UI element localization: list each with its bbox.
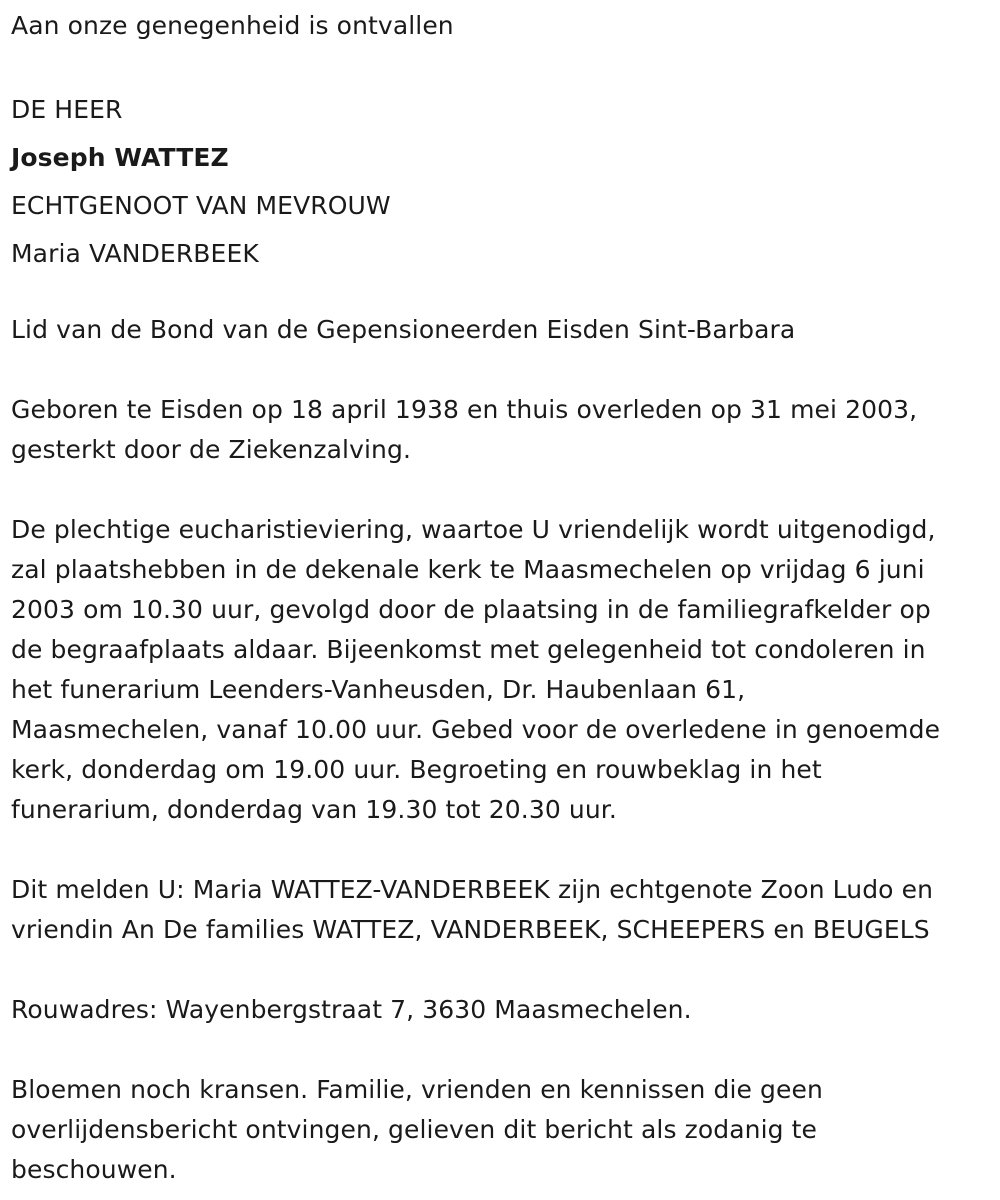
flowers-paragraph: [11, 1070, 823, 1190]
birth-death-paragraph: [11, 390, 917, 470]
paragraph-line: Bloemen noch kransen. Familie, vrienden en kennissen die geen: [11, 1075, 823, 1104]
deceased-header: [11, 86, 391, 278]
paragraph-line: 2003 om 10.30 uur, gevolgd door de plaatsing in de familiegrafkelder op: [11, 595, 931, 624]
deceased-name: Joseph WATTEZ: [11, 143, 229, 172]
paragraph-line: overlijdensbericht ontvingen, gelieven dit bericht als zodanig te: [11, 1115, 818, 1144]
address-paragraph: [11, 990, 692, 1030]
paragraph-line: Geboren te Eisden op 18 april 1938 en thuis overleden op 31 mei 2003,: [11, 395, 918, 424]
intro-line: [11, 6, 454, 46]
intro-text: Aan onze genegenheid is ontvallen: [11, 11, 454, 40]
paragraph-line: De plechtige eucharistieviering, waartoe U vriendelijk wordt uitgenodigd,: [11, 515, 936, 544]
title-line: DE HEER: [11, 95, 123, 124]
membership-text: Lid van de Bond van de Gepensioneerden Eisden Sint-Barbara: [11, 315, 796, 344]
spouse-name: Maria VANDERBEEK: [11, 239, 259, 268]
announcement-paragraph: [11, 870, 933, 950]
paragraph-line: beschouwen.: [11, 1155, 177, 1184]
service-paragraph: [11, 510, 940, 830]
membership-paragraph: [11, 310, 795, 350]
paragraph-line: het funerarium Leenders-Vanheusden, Dr. Haubenlaan 61,: [11, 675, 746, 704]
address-text: Rouwadres: Wayenbergstraat 7, 3630 Maasmechelen.: [11, 995, 692, 1024]
paragraph-line: gesterkt door de Ziekenzalving.: [11, 435, 411, 464]
paragraph-line: zal plaatshebben in de dekenale kerk te Maasmechelen op vrijdag 6 juni: [11, 555, 925, 584]
spouse-label: ECHTGENOOT VAN MEVROUW: [11, 191, 391, 220]
paragraph-line: Dit melden U: Maria WATTEZ-VANDERBEEK zijn echtgenote Zoon Ludo en: [11, 875, 934, 904]
paragraph-line: funerarium, donderdag van 19.30 tot 20.30 uur.: [11, 795, 617, 824]
paragraph-line: kerk, donderdag om 19.00 uur. Begroeting en rouwbeklag in het: [11, 755, 822, 784]
paragraph-line: Maasmechelen, vanaf 10.00 uur. Gebed voor de overledene in genoemde: [11, 715, 941, 744]
paragraph-line: de begraafplaats aldaar. Bijeenkomst met gelegenheid tot condoleren in: [11, 635, 926, 664]
paragraph-line: vriendin An De families WATTEZ, VANDERBEEK, SCHEEPERS en BEUGELS: [11, 915, 930, 944]
